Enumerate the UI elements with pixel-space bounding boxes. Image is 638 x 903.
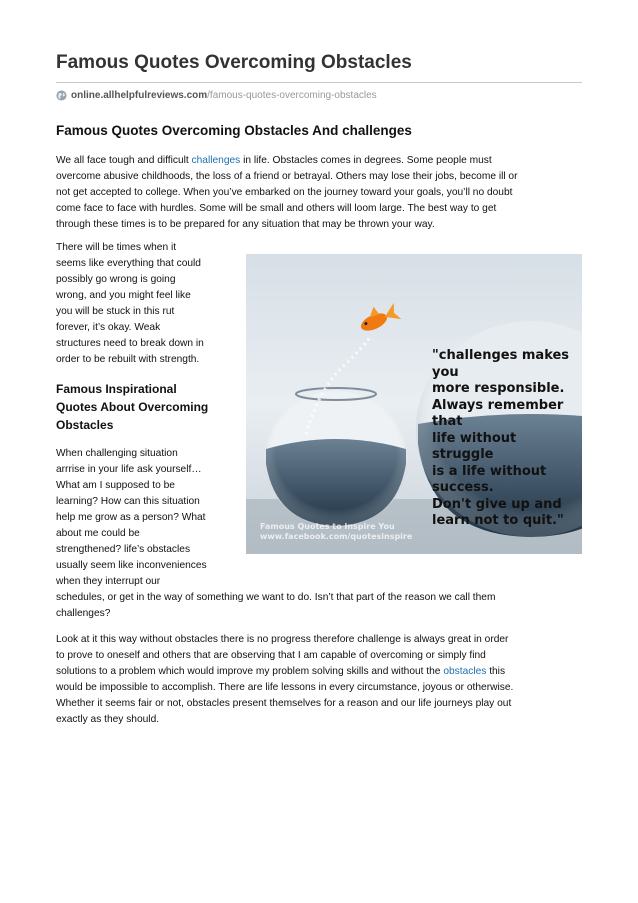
goldfish-quote-image <box>246 254 582 554</box>
challenges-link[interactable]: challenges <box>191 155 241 166</box>
intro-paragraph: We all face tough and difficult challenges in life. Obstacles comes in degrees. Some people must overcome abusive childhoods, the loss of a friend or betrayal. Others may lose their jobs, become ill or not get accepted to college. When you’ve embarked on the journey toward your goals, you’ll no doubt come face to face with hurdles. Some will be small and others will loom large. The best way to get through these times is to be prepared for any situation that may be thrown your way. <box>56 155 518 230</box>
conclusion-paragraph: Look at it this way without obstacles there is no progress therefore challenge is always great in order to prove to oneself and others that are observing that I am capable of overcoming or simply find solutions to a problem which would improve my problem solving skills and without the obstacles this would be impossible to accomplish. There are life lessons in every circumstance, joyous or otherwise. Whether it seems fair or not, obstacles present themselves for a reason and our life journeys play out exactly as they should. <box>56 634 514 725</box>
image-watermark: Famous Quotes to Inspire You www.facebook.com/quotesinspire <box>260 522 413 541</box>
globe-icon <box>56 90 67 101</box>
url-path[interactable]: /famous-quotes-overcoming-obstacles <box>207 89 377 101</box>
times-paragraph: There will be times when it seems like everything that could possibly go wrong is going wrong, and you might feel like you will be stuck in this rut forever, it’s okay. Weak structures need to break down in order to be rebuilt with strength. <box>56 242 204 365</box>
section-heading: Famous Quotes Overcoming Obstacles And challenges <box>56 123 412 138</box>
subsection-heading: Famous Inspirational Quotes About Overcoming Obstacles <box>56 382 209 432</box>
image-quote-text: "challenges makes you more responsible. Always remember that life without struggle is a life without success. Don't give up and learn not to quit." <box>432 348 570 528</box>
title-divider <box>56 82 582 83</box>
source-url[interactable] <box>56 88 377 102</box>
obstacles-link[interactable]: obstacles <box>443 666 487 677</box>
document-title: Famous Quotes Overcoming Obstacles <box>56 52 412 73</box>
url-domain[interactable]: online.allhelpfulreviews.com <box>71 89 208 101</box>
challenging-paragraph: When challenging situation arrrise in your life ask yourself… What am I supposed to be learning? How can this situation help me grow as a person? What about me could be strengthened? life’s obstacles usually seem like inconveniences when they interrupt our schedules, or get in the way of something we want to do. Isn’t that part of the reason we call them challenges? <box>56 448 496 619</box>
